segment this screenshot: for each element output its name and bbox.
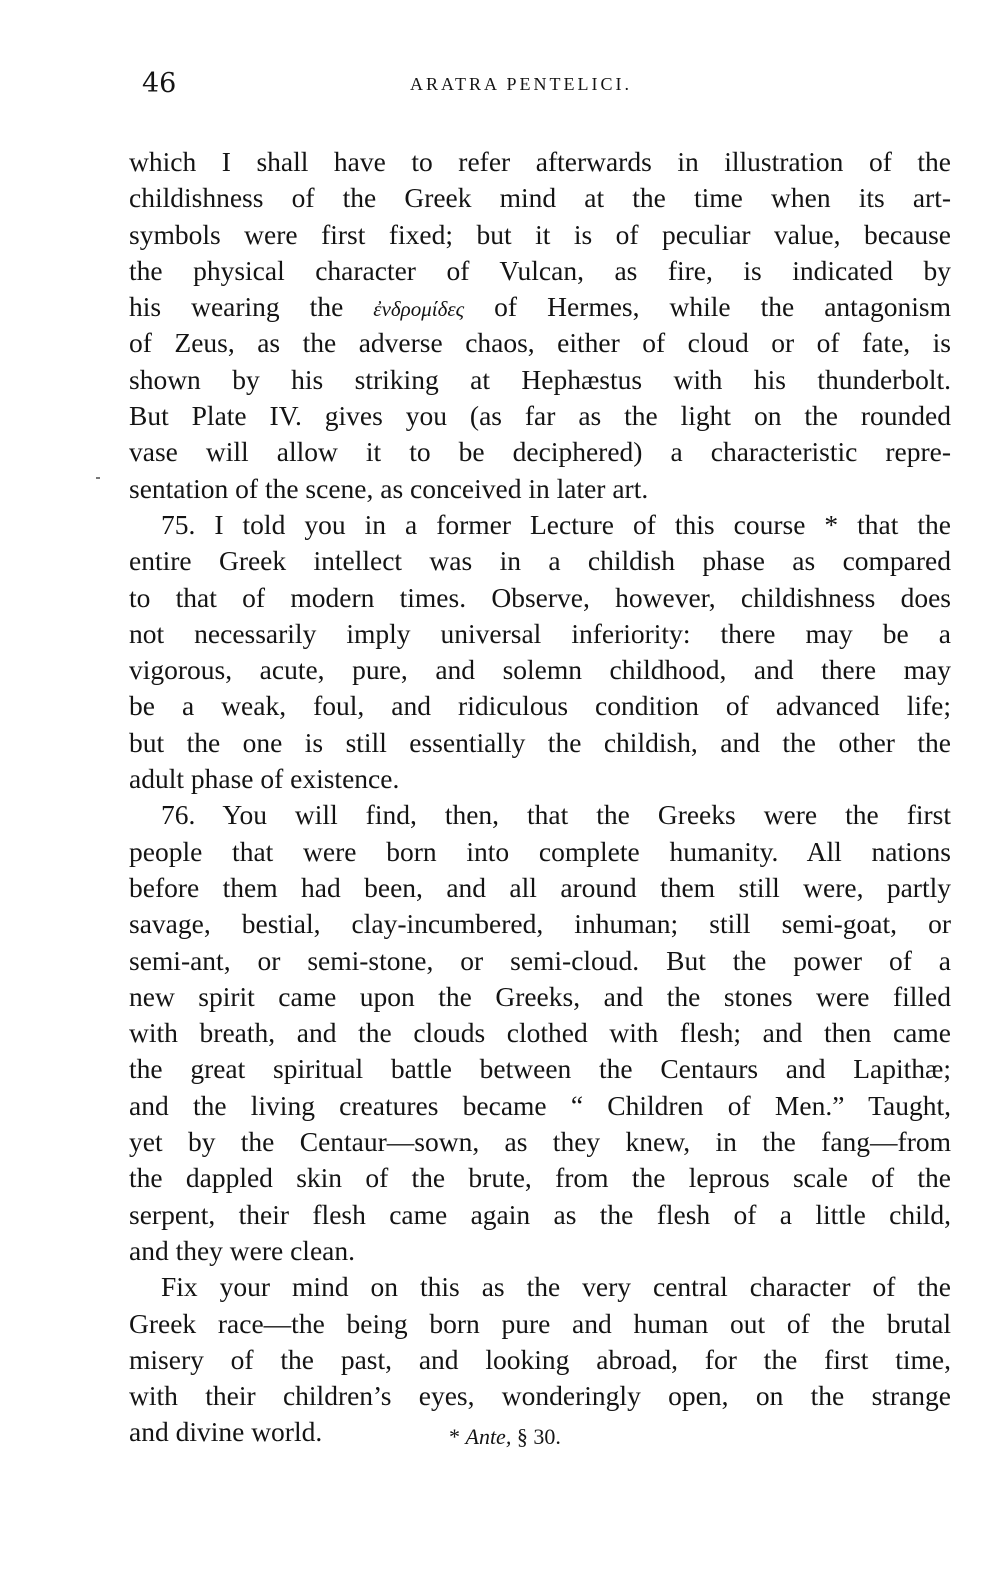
text-segment: of Hermes, while the antagonism [464,291,952,323]
running-title: ARATRA PENTELICI. [410,74,632,94]
text-line: savage, bestial, clay-incumbered, inhuman; still semi-goat, or [129,908,951,940]
text-line: of Zeus, as the adverse chaos, either of cloud or of fate, is [129,327,951,359]
text-line: misery of the past, and looking abroad, for the first time, [129,1343,951,1375]
text-line: be a weak, foul, and ridiculous condition of advanced life; [129,690,951,722]
paragraph-75-start: 75. I told you in a former Lecture of this course * that the [161,508,951,540]
text-line: sentation of the scene, as conceived in later art. [129,472,649,504]
body-text [129,144,951,1451]
text-line: and they were clean. [129,1234,355,1266]
text-line: vase will allow it to be deciphered) a characteristic repre- [129,436,951,468]
margin-mark [96,477,100,479]
text-line: and the living creatures became “ Children of Men.” Taught, [129,1089,951,1121]
text-line: adult phase of existence. [129,763,400,795]
text-line: the great spiritual battle between the Centaurs and Lapithæ; [129,1053,951,1085]
text-line: semi-ant, or semi-stone, or semi-cloud. But the power of a [129,944,951,976]
text-line: with breath, and the clouds clothed with flesh; and then came [129,1017,951,1049]
text-line [129,289,951,325]
text-line: vigorous, acute, pure, and solemn childhood, and there may [129,654,951,686]
text-line: shown by his striking at Hephæstus with his thunderbolt. [129,363,951,395]
paragraph-76-start: 76. You will find, then, that the Greeks were the first [161,799,951,831]
text-line: with their children’s eyes, wonderingly open, on the strange [129,1380,951,1412]
text-line: yet by the Centaur—sown, as they knew, in the fang—from [129,1126,951,1158]
text-segment: his wearing the [129,291,344,323]
text-line: entire Greek intellect was in a childish phase as compared [129,545,951,577]
footnote-reference: Ante, [465,1424,512,1449]
text-line: the physical character of Vulcan, as fire, is indicated by [129,254,951,286]
footnote-section: § 30. [511,1424,561,1449]
text-line: before them had been, and all around them still were, partly [129,871,951,903]
text-line: childishness of the Greek mind at the time when its art- [129,182,951,214]
text-line: to that of modern times. Observe, however, childishness does [129,581,951,613]
text-line: and divine world. [129,1416,323,1448]
greek-word: ἐνδρομίδες [373,297,465,322]
text-line: which I shall have to refer afterwards in illustration of the [129,146,951,177]
text-line: But Plate IV. gives you (as far as the light on the rounded [129,400,951,432]
text-line: new spirit came upon the Greeks, and the stones were filled [129,980,951,1012]
text-line: the dappled skin of the brute, from the leprous scale of the [129,1162,951,1194]
running-head [120,68,960,108]
paragraph-fix-start: Fix your mind on this as the very central character of the [161,1271,951,1303]
text-line: symbols were first fixed; but it is of peculiar value, because [129,218,951,250]
text-line: Greek race—the being born pure and human out of the brutal [129,1307,951,1339]
page-number: 46 [142,68,177,99]
text-line: but the one is still essentially the childish, and the other the [129,726,951,758]
text-line: people that were born into complete humanity. All nations [129,835,951,867]
text-line: serpent, their flesh came again as the flesh of a little child, [129,1198,951,1230]
footnote-marker: * [449,1424,466,1449]
text-line: not necessarily imply universal inferiority: there may be a [129,617,951,649]
footnote [449,1424,561,1450]
